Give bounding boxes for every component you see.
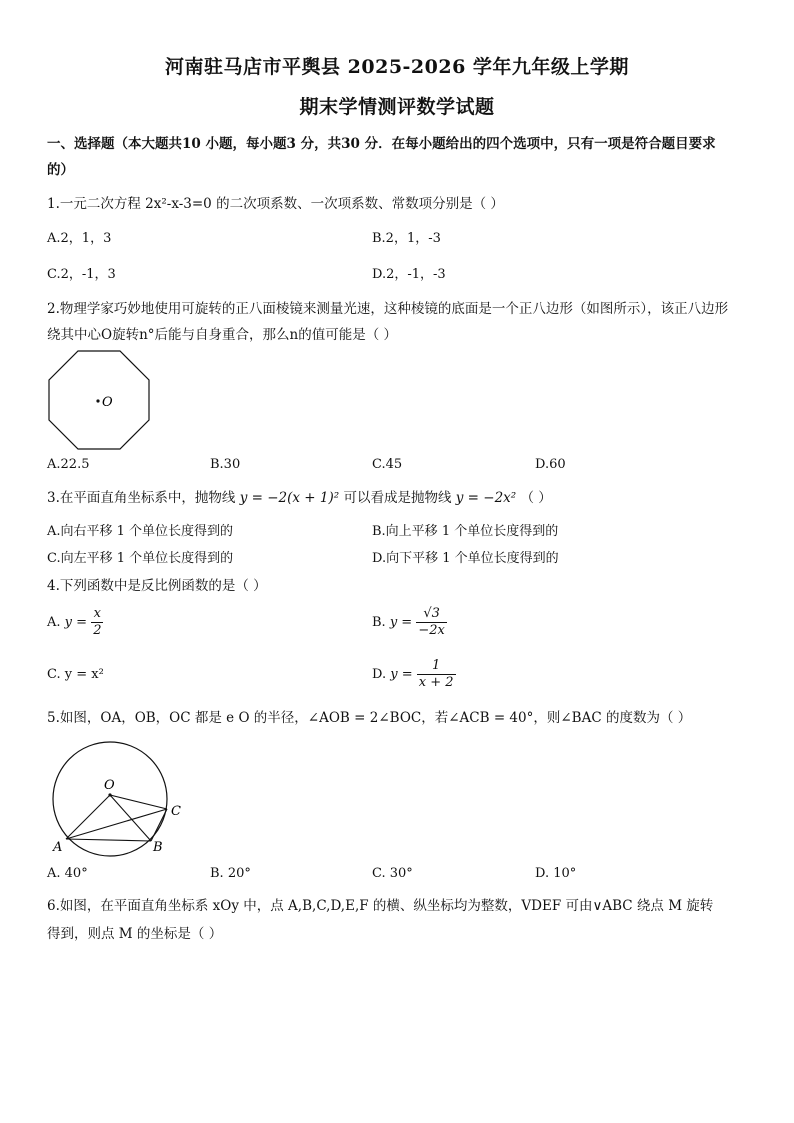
q3-option-c: C.向左平移 1 个单位长度得到的 — [47, 551, 234, 566]
center-label-o: O — [102, 395, 113, 410]
q4-option-d-label: D. — [372, 667, 387, 682]
q1-option-a: A.2，1，3 — [47, 231, 112, 246]
segment-ob — [110, 795, 151, 841]
q2-option-a: A.22.5 — [47, 457, 90, 472]
exam-title-line2: 期末学情测评数学试题 — [299, 96, 495, 118]
segment-bc — [151, 809, 167, 841]
q5-option-b: B. 20° — [210, 866, 251, 881]
octagon-figure — [47, 350, 151, 450]
q4-option-a-fraction — [91, 606, 103, 639]
q3-option-b: B.向上平移 1 个单位长度得到的 — [372, 524, 559, 539]
q5-stem: 5.如图，OA，OB，OC 都是 e O 的半径，∠AOB = 2∠BOC，若∠ACB = 40°，则∠BAC 的度数为（ ） — [47, 710, 692, 726]
q2-stem-line2: 绕其中心O旋转n°后能与自身重合，那么n的值可能是（ ） — [47, 327, 397, 343]
q4-stem: 4.下列函数中是反比例函数的是（ ） — [47, 578, 267, 594]
circle-figure — [47, 743, 187, 858]
q3-option-a: A.向右平移 1 个单位长度得到的 — [47, 524, 234, 539]
label-c: C — [171, 804, 181, 819]
segment-oc — [110, 795, 167, 809]
section-heading: 一、选择题（本大题共10 小题，每小题3 分，共30 分．在每小题给出的四个选项中，只有一项是符合题目要求 — [47, 136, 716, 152]
label-o: O — [104, 778, 115, 793]
exam-title-line1: 河南驻马店市平舆县 2025-2026 学年九年级上学期 — [165, 56, 629, 78]
q4-option-a-denominator: 2 — [93, 623, 102, 638]
q3-equation-2: y = −2x² — [455, 490, 517, 506]
q2-option-b: B.30 — [210, 457, 241, 472]
q4-option-b-fraction — [416, 606, 447, 639]
q2-option-c: C.45 — [372, 457, 403, 472]
section-heading-cont: 的） — [47, 162, 74, 178]
q4-option-d — [372, 658, 456, 691]
q4-option-d-denominator: x + 2 — [418, 675, 454, 690]
segment-ab — [66, 839, 151, 841]
q4-option-d-lhs: y = — [390, 667, 413, 682]
q2-option-d: D.60 — [535, 457, 566, 472]
q4-option-b-denominator: −2x — [418, 623, 445, 638]
q4-option-c: C. y = x² — [47, 667, 104, 682]
q5-option-c: C. 30° — [372, 866, 413, 881]
q4-option-d-fraction — [417, 658, 456, 691]
q4-option-d-numerator: 1 — [417, 658, 456, 675]
label-a: A — [53, 840, 63, 855]
q4-option-a-label: A. — [47, 615, 61, 630]
center-point-o — [96, 399, 99, 402]
q1-option-c: C.2，-1，3 — [47, 267, 116, 282]
q1-stem: 1.一元二次方程 2x²-x-3=0 的二次项系数、一次项系数、常数项分别是（ ） — [47, 196, 504, 212]
q5-option-a: A. 40° — [47, 866, 88, 881]
q6-stem-line2: 得到，则点 M 的坐标是（ ） — [47, 926, 223, 942]
q4-option-b-numerator: √3 — [416, 606, 447, 623]
q4-option-b-lhs: y = — [389, 615, 413, 630]
q3-stem-suffix: （ ） — [520, 490, 552, 506]
q3-stem — [47, 486, 552, 506]
q4-option-b — [372, 606, 447, 639]
q3-option-d: D.向下平移 1 个单位长度得到的 — [372, 551, 559, 566]
q3-stem-mid: 可以看成是抛物线 — [343, 490, 452, 506]
q3-equation-1: y = −2(x + 1)² — [239, 490, 340, 506]
q1-option-b: B.2，1，-3 — [372, 231, 441, 246]
q4-option-a-numerator: x — [91, 606, 103, 623]
q6-stem-line1: 6.如图，在平面直角坐标系 xOy 中，点 A,B,C,D,E,F 的横、纵坐标均为整数，VDEF 可由∨ABC 绕点 M 旋转 — [47, 898, 714, 914]
q1-option-d: D.2，-1，-3 — [372, 267, 446, 282]
q2-stem-line1: 2.物理学家巧妙地使用可旋转的正八面棱镜来测量光速，这种棱镜的底面是一个正八边形（如图所示），该正八边形 — [47, 301, 729, 317]
q5-option-d: D. 10° — [535, 866, 577, 881]
label-b: B — [153, 840, 163, 855]
q4-option-a-lhs: y = — [64, 615, 88, 630]
q3-stem-prefix: 3.在平面直角坐标系中，抛物线 — [47, 490, 236, 506]
center-point — [108, 793, 111, 796]
q4-option-b-label: B. — [372, 615, 386, 630]
q4-option-a — [47, 606, 103, 639]
